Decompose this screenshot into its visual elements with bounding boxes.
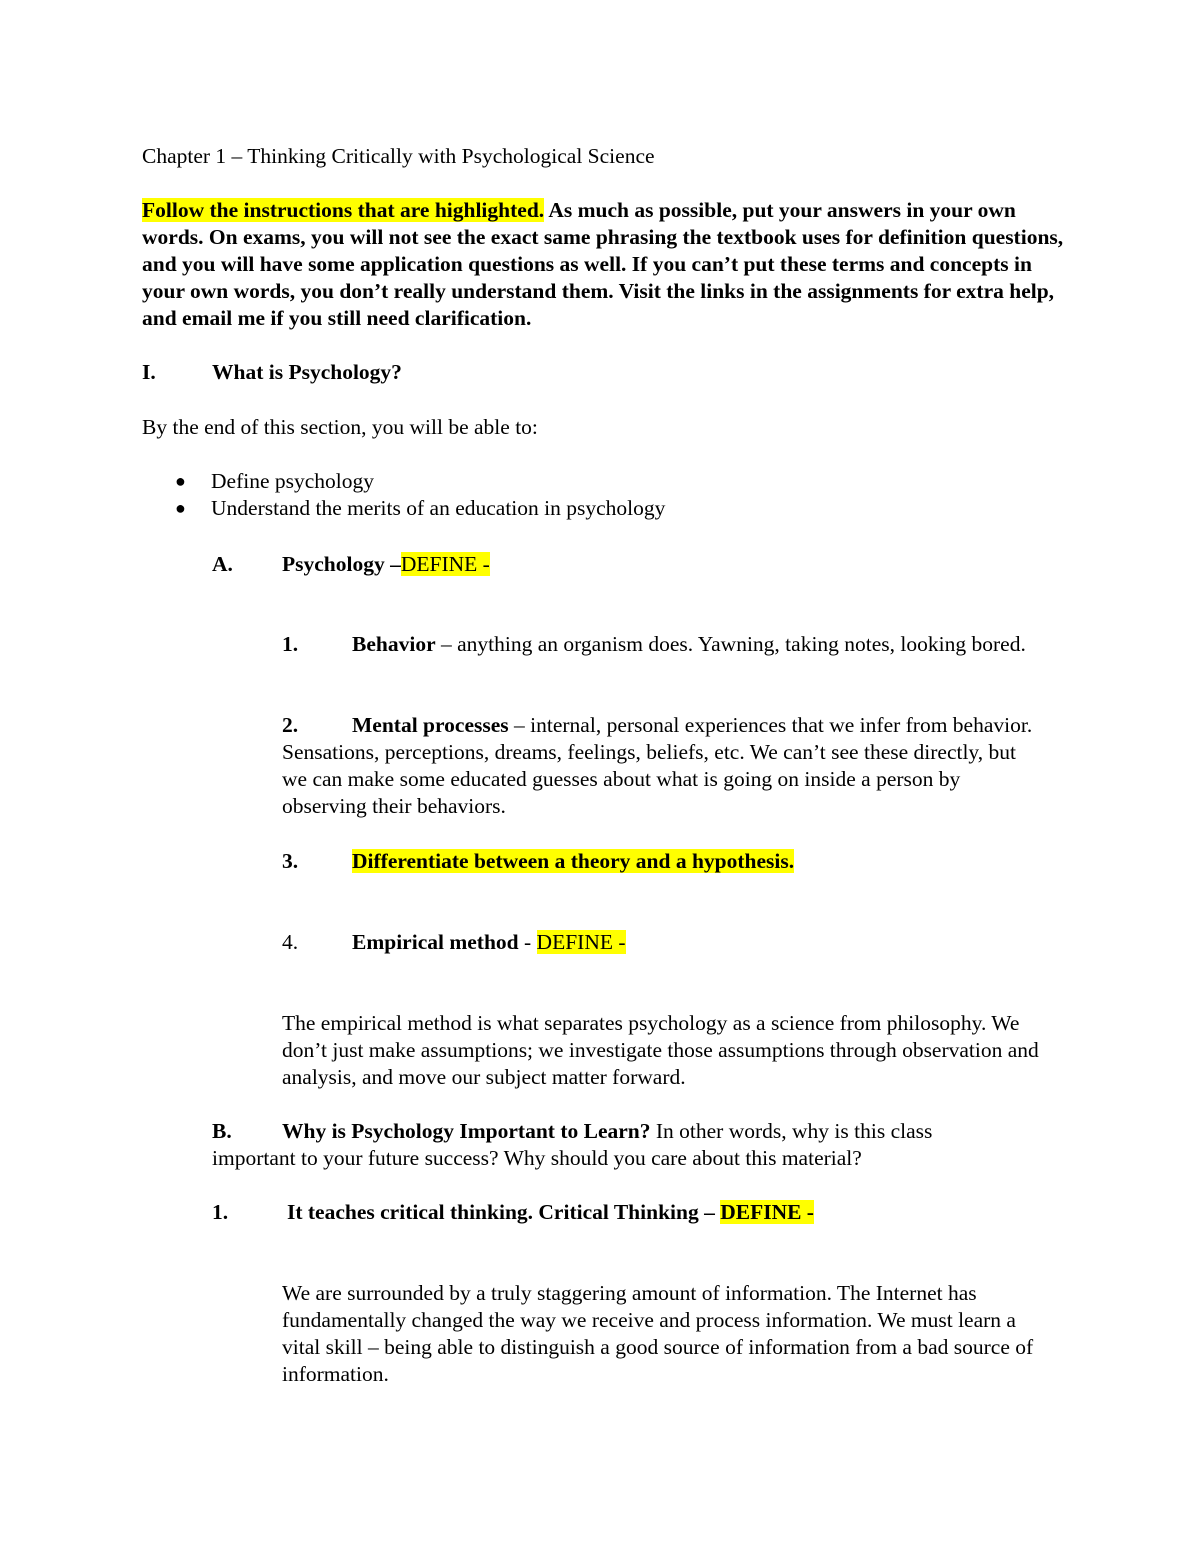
- critical-thinking-line: [287, 1199, 814, 1226]
- item-number: 4.: [282, 930, 299, 954]
- define-prompt: DEFINE -: [720, 1200, 814, 1224]
- psychology-term: Psychology –: [282, 552, 401, 576]
- section-heading: What is Psychology?: [212, 360, 402, 384]
- part-b-heading: Why is Psychology Important to Learn?: [282, 1119, 651, 1143]
- part-b-letter: B.: [212, 1119, 232, 1143]
- part-b-paragraph: Why is Psychology Important to Learn? In other words, why is this class important to your future success? Why should you care about this material?: [212, 1119, 933, 1170]
- list-item: ● Define psychology: [175, 469, 375, 493]
- section-numeral: I.: [142, 360, 156, 384]
- critical-thinking-note: We are surrounded by a truly staggering amount of information. The Internet has fundamentally changed the way we receive and process information. We must learn a vital skill – being able to distinguish a good source of information from a bad source of information.: [282, 1281, 1034, 1386]
- bullet-icon: ●: [175, 471, 186, 491]
- instructions-paragraph: [142, 197, 1067, 332]
- part-a-letter: A.: [212, 552, 233, 576]
- highlighted-instruction: Follow the instructions that are highlighted.: [142, 198, 545, 222]
- behavior-definition: Behavior – anything an organism does. Yawning, taking notes, looking bored.: [352, 632, 1026, 656]
- objectives-list: [142, 468, 665, 522]
- critical-thinking-term: It teaches critical thinking. Critical Thinking –: [287, 1200, 721, 1224]
- item-number: 1.: [282, 632, 299, 656]
- item-number: 3.: [282, 849, 299, 873]
- empirical-method-line: Empirical method - DEFINE -: [352, 930, 626, 954]
- mental-processes-definition: Mental processes – internal, personal experiences that we infer from behavior. Sensations, perceptions, dreams, feelings, beliefs, etc. We can’t see these directly, but we can make some educated guesses about what is going on inside a person by observing their behaviors.: [282, 713, 1033, 818]
- list-item: ● Understand the merits of an education in psychology: [175, 496, 666, 520]
- mental-processes-term: Mental processes: [352, 713, 509, 737]
- chapter-title: Chapter 1 – Thinking Critically with Psychological Science: [142, 144, 655, 168]
- behavior-term: Behavior: [352, 632, 436, 656]
- item-number: 2.: [282, 713, 299, 737]
- theory-hypothesis-prompt: Differentiate between a theory and a hypothesis.: [352, 849, 795, 873]
- define-prompt: DEFINE -: [536, 930, 626, 954]
- item-number: 1.: [212, 1200, 229, 1224]
- part-a-line: [282, 551, 490, 578]
- objectives-intro: By the end of this section, you will be able to:: [142, 415, 538, 439]
- empirical-method-term: Empirical method: [352, 930, 519, 954]
- instructions-text: As much as possible, put your answers in your own words. On exams, you will not see the exact same phrasing the textbook uses for definition questions, and you will have some application questions as well. If you can’t put these terms and concepts in your own words, you don’t really understand them. Visit the links in the assignments for extra help, and email me if you still need clarification.: [142, 198, 1064, 330]
- bullet-icon: ●: [175, 498, 186, 518]
- define-prompt: DEFINE -: [400, 552, 490, 576]
- empirical-method-note: The empirical method is what separates psychology as a science from philosophy. We don’t just make assumptions; we investigate those assumptions through observation and analysis, and move our subject matter forward.: [282, 1011, 1039, 1089]
